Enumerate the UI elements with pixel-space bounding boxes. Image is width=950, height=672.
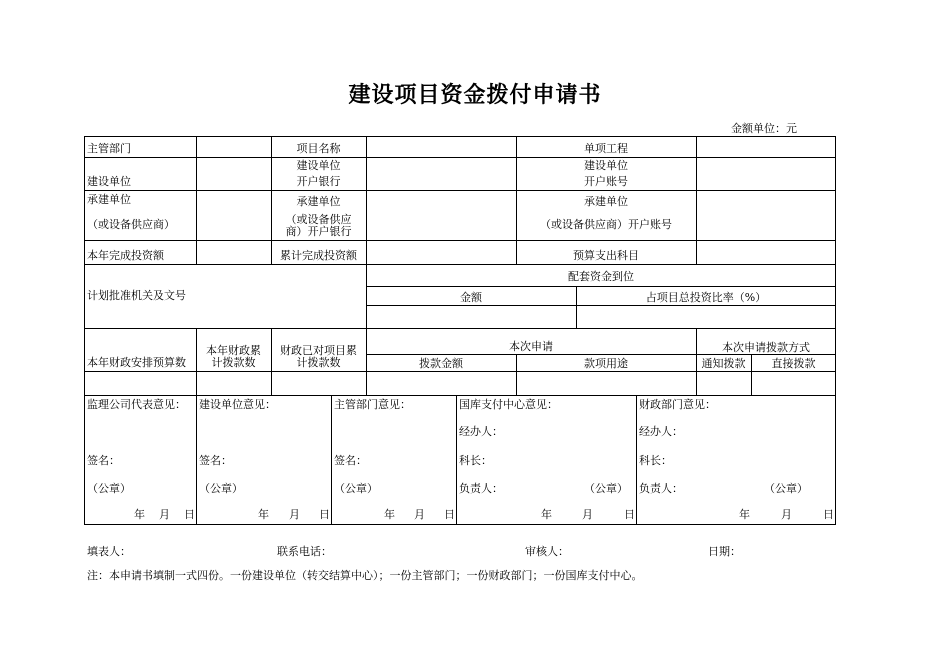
date-day: 日 (319, 508, 330, 521)
fiscal-paid-label: 财政已对项目累 (280, 344, 357, 357)
construction-account-label: 开户账号 (584, 175, 628, 188)
fund-use-label: 款项用途 (584, 357, 628, 370)
table-border-left (84, 136, 85, 525)
project-name-label: 项目名称 (296, 142, 341, 155)
date-year: 年 (134, 508, 145, 521)
col-divider (636, 395, 637, 525)
row-divider (84, 264, 836, 265)
col-divider (456, 395, 457, 525)
date-month: 月 (414, 508, 425, 521)
fiscal-cumulative-label: 本年财政累 (206, 344, 261, 357)
fiscal-paid-label: 计拨款数 (296, 356, 341, 369)
date-year: 年 (258, 508, 269, 521)
supervision-sign-label: 签名： (87, 454, 120, 467)
application-form-table (84, 136, 836, 525)
construction-bank-label: 建设单位 (296, 159, 341, 172)
construction-sign-label: 签名： (199, 454, 232, 467)
date-year: 年 (384, 508, 395, 521)
filler-label: 填表人： (87, 545, 131, 558)
sub-project-label: 单项工程 (584, 142, 628, 155)
treasury-handler-label: 经办人： (459, 425, 503, 438)
date-month: 月 (781, 508, 792, 521)
direct-pay-label: 直接拨款 (771, 357, 816, 370)
disburse-amount-label: 拨款金额 (419, 357, 463, 370)
construction-bank-label: 开户银行 (296, 175, 341, 188)
supervisor-dept-label: 主管部门 (87, 142, 131, 155)
contractor-account-label: 承建单位 (584, 195, 628, 208)
col-divider (331, 395, 332, 525)
year-completed-label: 本年完成投资额 (87, 249, 164, 262)
treasury-seal-label: （公章） (584, 482, 628, 495)
fiscal-cumulative-label: 计拨款数 (211, 356, 256, 369)
date-label: 日期： (708, 545, 741, 558)
supervisor-sign-label: 签名： (334, 454, 367, 467)
construction-account-label: 建设单位 (584, 159, 628, 172)
supervisor-seal-label: （公章） (334, 482, 378, 495)
row-divider (366, 305, 836, 306)
finance-seal-label: （公章） (764, 482, 808, 495)
finance-chief-label: 科长： (639, 454, 672, 467)
ratio-label: 占项目总投资比率（%） (645, 291, 767, 304)
footnote: 注：本申请书填制一式四份。一份建设单位（转交结算中心）；一份主管部门；一份财政部门；一份国库支付中心。 (87, 569, 643, 582)
col-divider (696, 136, 697, 264)
treasury-responsible-label: 负责人： (459, 482, 503, 495)
fiscal-budget-label: 本年财政安排预算数 (87, 356, 186, 369)
row-divider (366, 286, 836, 287)
date-day: 日 (184, 508, 195, 521)
supervision-seal-label: （公章） (87, 482, 131, 495)
contractor-label: 承建单位 (87, 193, 131, 206)
col-divider (196, 136, 197, 264)
finance-handler-label: 经办人： (639, 425, 683, 438)
cumulative-completed-label: 累计完成投资额 (280, 249, 357, 262)
date-month: 月 (289, 508, 300, 521)
this-request-label: 本次申请 (509, 340, 553, 353)
treasury-chief-label: 科长： (459, 454, 492, 467)
document-title: 建设项目资金拨付申请书 (348, 83, 602, 108)
construction-unit-label: 建设单位 (87, 175, 131, 188)
budget-item-label: 预算支出科目 (573, 249, 639, 262)
contractor-label: （或设备供应商） (87, 218, 175, 231)
matching-funds-label: 配套资金到位 (568, 270, 634, 283)
date-day: 日 (624, 508, 635, 521)
contractor-bank-label: 商）开户银行 (285, 225, 352, 238)
finance-responsible-label: 负责人： (639, 482, 683, 495)
finance-opinion-label: 财政部门意见： (639, 398, 716, 411)
table-border-bottom (84, 524, 836, 525)
supervision-opinion-label: 监理公司代表意见： (87, 398, 186, 411)
notify-pay-label: 通知拨款 (701, 357, 746, 370)
date-year: 年 (541, 508, 552, 521)
treasury-opinion-label: 国库支付中心意见： (459, 398, 558, 411)
date-month: 月 (159, 508, 170, 521)
supervisor-opinion-label: 主管部门意见： (334, 398, 411, 411)
approval-docs-label: 计划批准机关及文号 (87, 289, 186, 302)
construction-seal-label: （公章） (199, 482, 243, 495)
date-month: 月 (582, 508, 593, 521)
date-year: 年 (739, 508, 750, 521)
construction-opinion-label: 建设单位意见： (199, 398, 276, 411)
amount-unit: 金额单位：元 (731, 122, 797, 135)
contractor-bank-label: 承建单位 (296, 195, 341, 208)
contractor-bank-label: （或设备供应 (285, 213, 352, 226)
date-day: 日 (823, 508, 834, 521)
phone-label: 联系电话： (277, 545, 332, 558)
table-border-right (835, 136, 836, 525)
reviewer-label: 审核人： (525, 545, 569, 558)
contractor-account-label: （或设备供应商）开户账号 (540, 218, 672, 231)
disburse-method-label: 本次申请拨款方式 (722, 341, 810, 354)
date-day: 日 (444, 508, 455, 521)
amount-label: 金额 (460, 291, 482, 304)
